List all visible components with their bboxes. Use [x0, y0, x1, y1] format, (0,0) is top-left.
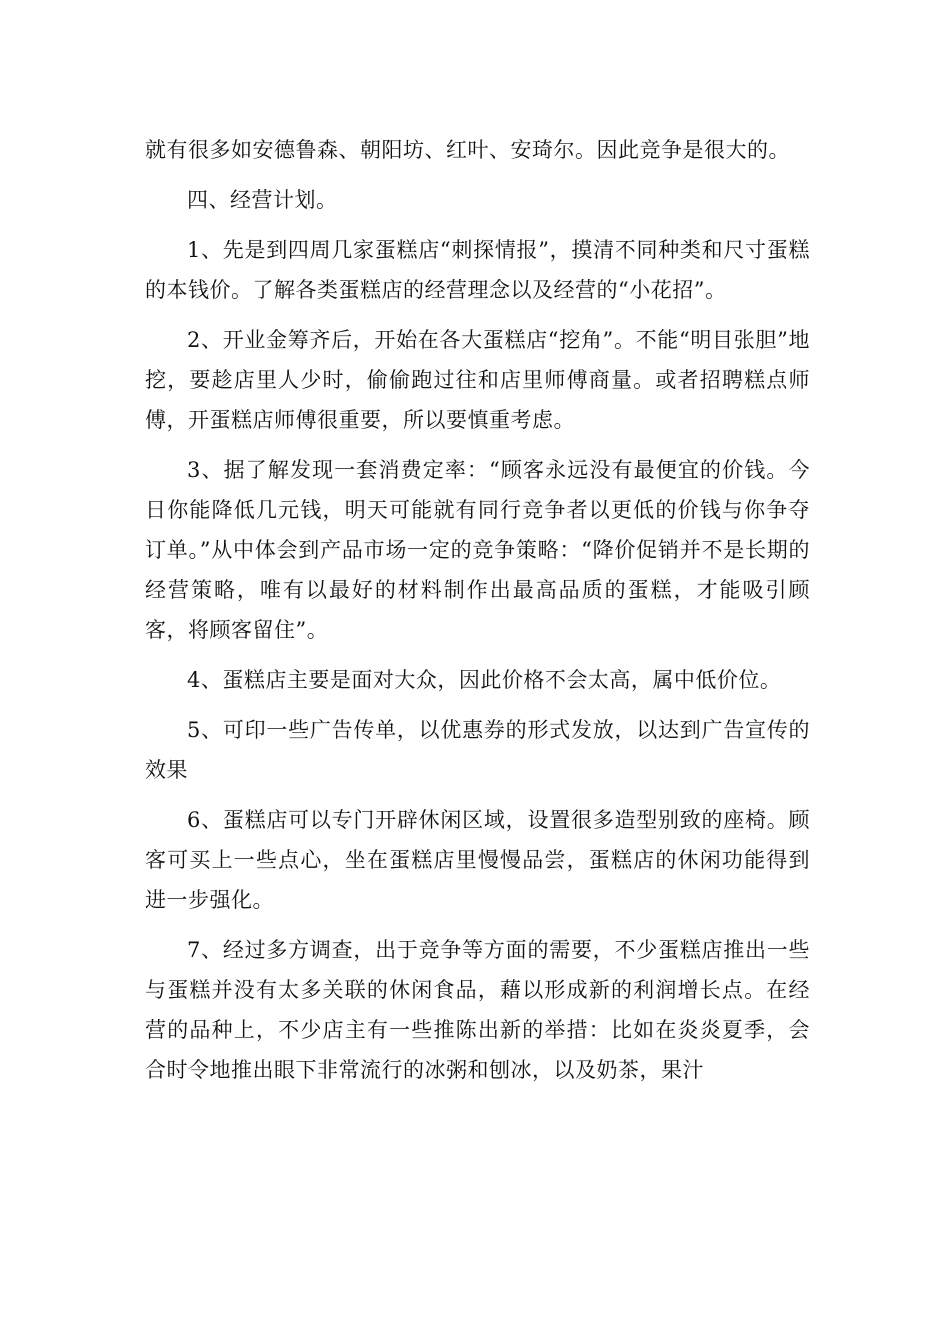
- paragraph-item-2: 2、开业金筹齐后，开始在各大蛋糕店“挖角”。不能“明目张胆”地挖，要趁店里人少时，偷偷跑过往和店里师傅商量。或者招聘糕点师傅，开蛋糕店师傅很重要，所以要慎重考虑。: [145, 328, 810, 432]
- paragraph-item-5: 5、可印一些广告传单，以优惠券的形式发放，以达到广告宣传的效果: [145, 718, 810, 782]
- section-heading-business-plan: 四、经营计划。: [187, 188, 338, 212]
- paragraph-item-1: 1、先是到四周几家蛋糕店“刺探情报”，摸清不同种类和尺寸蛋糕的本钱价。了解各类蛋糕店的经营理念以及经营的“小花招”。: [145, 238, 810, 302]
- paragraph-continuation: 就有很多如安德鲁森、朝阳坊、红叶、安琦尔。因此竞争是很大的。: [145, 138, 790, 162]
- document-body: [145, 130, 810, 1100]
- paragraph-item-4: 4、蛋糕店主要是面对大众，因此价格不会太高，属中低价位。: [187, 668, 782, 692]
- paragraph-item-6: 6、蛋糕店可以专门开辟休闲区域，设置很多造型别致的座椅。顾客可买上一些点心，坐在蛋糕店里慢慢品尝，蛋糕店的休闲功能得到进一步强化。: [145, 808, 810, 912]
- paragraph-item-3: 3、据了解发现一套消费定率：“顾客永远没有最便宜的价钱。今日你能降低几元钱，明天可能就有同行竞争者以更低的价钱与你争夺订单。”从中体会到产品市场一定的竞争策略：“降价促销并不是长期的经营策略，唯有以最好的材料制作出最高品质的蛋糕，才能吸引顾客，将顾客留住”。: [145, 458, 810, 642]
- paragraph-item-7: 7、经过多方调查，出于竞争等方面的需要，不少蛋糕店推出一些与蛋糕并没有太多关联的休闲食品，藉以形成新的利润增长点。在经营的品种上，不少店主有一些推陈出新的举措：比如在炎炎夏季，会合时令地推出眼下非常流行的冰粥和刨冰，以及奶茶，果汁: [145, 938, 810, 1082]
